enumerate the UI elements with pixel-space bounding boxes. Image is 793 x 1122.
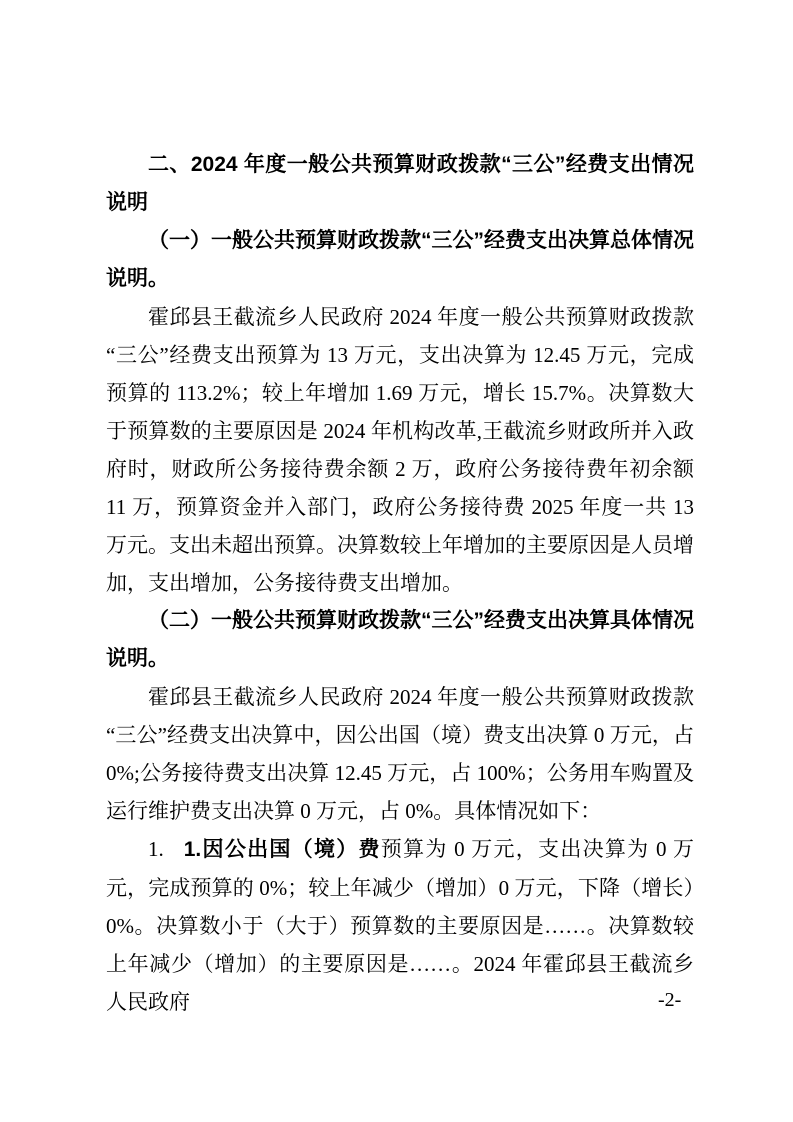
paragraph-specific-explanation: 霍邱县王截流乡人民政府 2024 年度一般公共预算财政拨款“三公”经费支出决算中，因公出国（境）费支出决算 0 万元，占 0%;公务接待费支出决算 12.45 万元，占 100%；公务用车购置及运行维护费支出决算 0 万元，占 0%。具体情况如下：	[106, 685, 694, 823]
document-body	[106, 146, 694, 1021]
subsection-heading-specific: （二）一般公共预算财政拨款“三公”经费支出决算具体情况说明。	[106, 609, 694, 670]
paragraph-overall-explanation: 霍邱县王截流乡人民政府 2024 年度一般公共预算财政拨款“三公”经费支出预算为 13 万元，支出决算为 12.45 万元，完成预算的 113.2%；较上年增加 1.69 万元，增长 15.7%。决算数大于预算数的主要原因是 2024 年机构改革,王截流乡财政所并入政府时，财政所公务接待费余额 2 万，政府公务接待费年初余额 11 万，预算资金并入部门，政府公务接待费 2025 年度一共 13 万元。支出未超出预算。决算数较上年增加的主要原因是人员增加，支出增加，公务接待费支出增加。	[106, 305, 694, 595]
page-number: -2-	[658, 989, 682, 1011]
list-item-lead-bold: 1.因公出国（境）费	[183, 838, 381, 861]
list-item-number: 1.	[148, 837, 164, 861]
list-item-text: 预算为 0 万元，支出决算为 0 万元，完成预算的 0%；较上年减少（增加）0 万元，下降（增长）0%。决算数小于（大于）预算数的主要原因是……。决算数较上年减少（增加）的主要原因是……。2024 年霍邱县王截流乡人民政府	[106, 837, 695, 1014]
list-item-abroad-expense	[106, 830, 694, 1021]
subsection-heading-overall: （一）一般公共预算财政拨款“三公”经费支出决算总体情况说明。	[106, 229, 694, 290]
section-heading: 二、2024 年度一般公共预算财政拨款“三公”经费支出情况说明	[106, 153, 694, 214]
